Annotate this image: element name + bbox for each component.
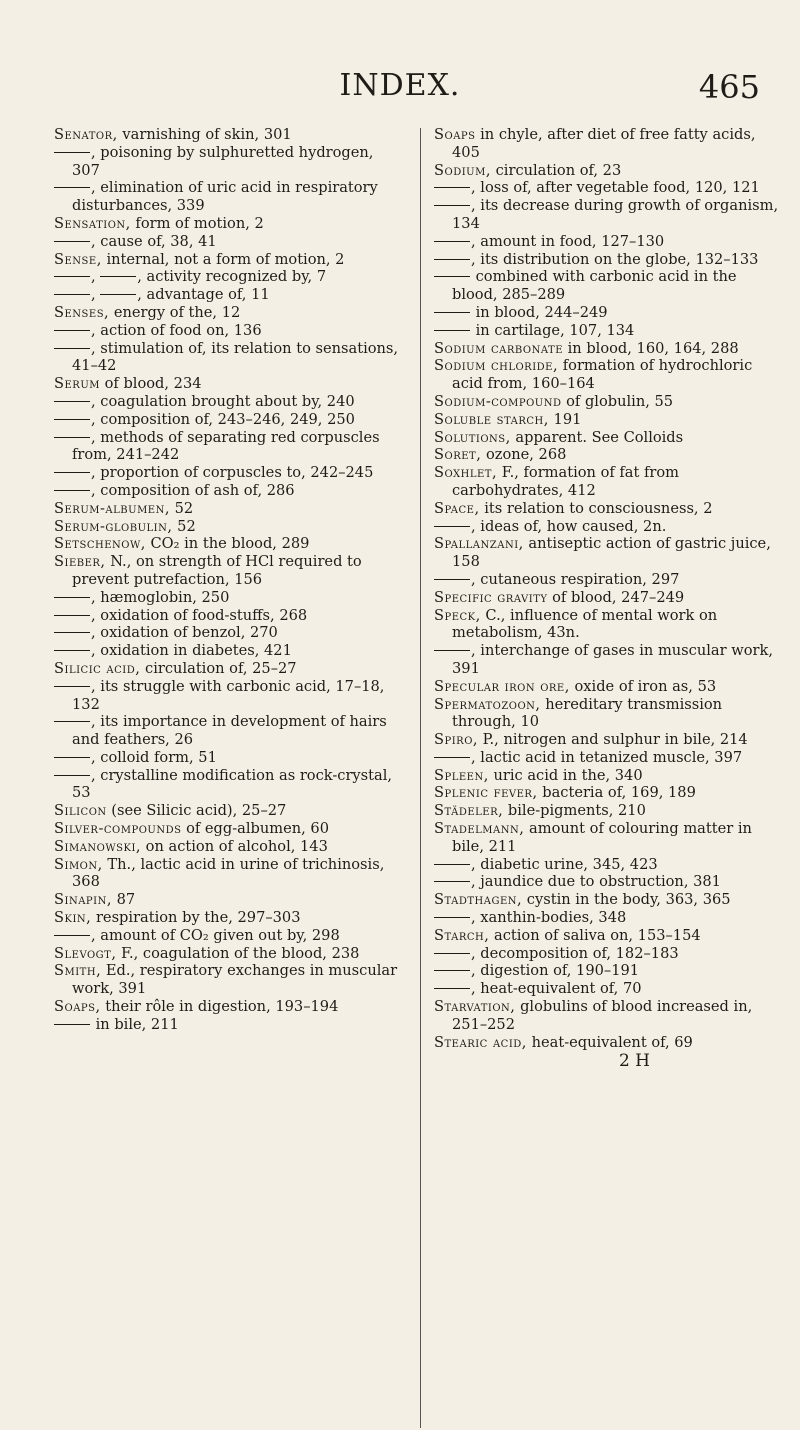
right-column — [434, 126, 780, 1071]
ditto-dash — [434, 205, 470, 206]
ditto-dash — [54, 1024, 90, 1025]
entry-text: N., on strength of HCl required to prevent putrefaction, 156 — [72, 553, 362, 588]
index-entry — [54, 304, 404, 322]
entry-text: respiration by the, 297–303 — [91, 909, 301, 927]
entry-heading: Soaps — [434, 126, 476, 143]
ditto-dash — [54, 294, 90, 295]
index-entry — [434, 678, 780, 696]
entry-heading: Simon, — [54, 855, 103, 873]
index-entry — [434, 251, 780, 269]
entry-heading: Silicon — [54, 802, 107, 820]
index-entry — [54, 375, 404, 393]
ditto-dash — [434, 526, 470, 527]
entry-heading: Stearic acid, — [434, 1033, 527, 1051]
entry-text: , its distribution on the globe, 132–133 — [471, 250, 759, 268]
signature-mark: 2 H — [618, 1051, 650, 1072]
entry-heading: Sodium-compound — [434, 392, 562, 410]
index-entry — [54, 179, 404, 215]
entry-text: 87 — [112, 891, 136, 909]
index-entry — [54, 411, 404, 429]
ditto-dash — [54, 152, 90, 153]
page-header — [0, 68, 800, 108]
entry-text: F., coagulation of the blood, 238 — [116, 944, 360, 962]
entry-heading: Specific gravity — [434, 588, 548, 606]
entry-text: of blood, 234 — [100, 375, 202, 393]
index-entry — [54, 624, 404, 642]
entry-heading: Silicic acid, — [54, 659, 141, 677]
ditto-dash — [54, 401, 90, 402]
index-entry — [434, 820, 780, 856]
entry-text: formation of hydrochloric acid from, 160–164 — [452, 357, 753, 393]
ditto-dash — [54, 597, 90, 598]
index-entry — [434, 784, 780, 802]
ditto-dash — [434, 970, 470, 971]
entry-heading: Smith, — [54, 962, 102, 980]
entry-text: , xanthin-bodies, 348 — [471, 909, 627, 927]
index-entry — [54, 909, 404, 927]
index-entry — [434, 980, 780, 998]
ditto-dash — [434, 953, 470, 954]
entry-text: circulation of, 25–27 — [140, 659, 297, 677]
entry-text: , amount in food, 127–130 — [471, 232, 665, 250]
entry-text: , amount of CO₂ given out by, 298 — [91, 926, 340, 944]
ditto-dash — [54, 632, 90, 633]
page-number: 465 — [698, 68, 760, 106]
entry-text: , decomposition of, 182–183 — [471, 944, 679, 962]
index-entry — [54, 927, 404, 945]
index-entry — [54, 767, 404, 803]
entry-text: antiseptic action of gastric juice, 158 — [452, 535, 771, 571]
ditto-dash — [54, 650, 90, 651]
entry-text: , action of food on, 136 — [91, 321, 262, 339]
index-entry — [434, 1034, 780, 1052]
ditto-dash — [434, 241, 470, 242]
index-entry — [434, 464, 780, 500]
index-entry — [434, 322, 780, 340]
page-title: INDEX. — [339, 68, 461, 103]
ditto-dash — [434, 881, 470, 882]
entry-text: 52 — [170, 499, 194, 517]
index-entry — [54, 482, 404, 500]
index-entry — [54, 429, 404, 465]
index-entry — [54, 340, 404, 376]
ditto-dash — [54, 935, 90, 936]
ditto-dash — [54, 490, 90, 491]
entry-text: , loss of, after vegetable food, 120, 121 — [471, 179, 760, 197]
entry-text: , cutaneous respiration, 297 — [471, 570, 680, 588]
index-entry — [434, 571, 780, 589]
index-entry — [54, 713, 404, 749]
entry-text: on action of alcohol, 143 — [141, 837, 328, 855]
index-entry — [434, 500, 780, 518]
ditto-dash — [54, 348, 90, 349]
index-entry — [434, 891, 780, 909]
index-entry — [54, 962, 404, 998]
entry-text: , composition of ash of, 286 — [91, 481, 295, 499]
entry-heading: Serum — [54, 375, 100, 393]
index-entry — [434, 589, 780, 607]
entry-text: in cartilage, 107, 134 — [471, 321, 635, 339]
index-entry — [434, 304, 780, 322]
entry-text: , its decrease during growth of organism, 134 — [452, 197, 779, 232]
index-entry — [54, 820, 404, 838]
ditto-dash — [54, 757, 90, 758]
index-entry — [54, 678, 404, 714]
index-entry — [434, 429, 780, 447]
index-entry — [54, 144, 404, 180]
entry-text: , jaundice due to obstruction, 381 — [471, 873, 721, 891]
entry-text: apparent. See Colloids — [510, 428, 684, 446]
entry-text: , activity recognized by, 7 — [137, 268, 327, 286]
ditto-dash — [434, 330, 470, 331]
entry-text: of blood, 247–249 — [547, 588, 685, 606]
left-column — [54, 126, 404, 1034]
entry-text: combined with carbonic acid in the blood, 285–289 — [452, 268, 737, 304]
entry-text: bile-pigments, 210 — [503, 802, 646, 820]
ditto-dash — [434, 312, 470, 313]
index-entry — [54, 891, 404, 909]
index-entry — [54, 322, 404, 340]
entry-text: , oxidation of food-stuffs, 268 — [91, 606, 308, 624]
ditto-dash — [54, 472, 90, 473]
entry-text: , oxidation in diabetes, 421 — [91, 642, 292, 660]
entry-text: in bile, 211 — [91, 1015, 179, 1033]
entry-heading: Spiro, — [434, 731, 479, 749]
entry-heading: Senses, — [54, 303, 110, 321]
index-entry — [54, 998, 404, 1016]
entry-text: Th., lactic acid in urine of trichinosis, 368 — [72, 855, 385, 891]
entry-heading: Speck, — [434, 606, 481, 624]
index-entry — [434, 927, 780, 945]
index-entry — [434, 802, 780, 820]
index-entry — [54, 607, 404, 625]
ditto-dash — [54, 419, 90, 420]
entry-text: in blood, 160, 164, 288 — [563, 339, 739, 357]
index-entry — [54, 856, 404, 892]
entry-heading: Stadthagen, — [434, 891, 523, 909]
entry-heading: Sensation, — [54, 214, 131, 232]
entry-text: , diabetic urine, 345, 423 — [471, 855, 658, 873]
index-entry — [434, 962, 780, 980]
entry-text: , heat-equivalent of, 70 — [471, 980, 642, 998]
index-entry — [434, 411, 780, 429]
entry-text: cystin in the body, 363, 365 — [522, 891, 731, 909]
entry-text: energy of the, 12 — [109, 303, 241, 321]
index-entry — [434, 945, 780, 963]
index-entry — [434, 197, 780, 233]
index-entry — [54, 589, 404, 607]
entry-text: amount of colouring matter in bile, 211 — [452, 820, 752, 855]
index-entry — [434, 731, 780, 749]
index-entry — [54, 642, 404, 660]
entry-heading: Sinapin, — [54, 891, 112, 909]
ditto-dash — [54, 187, 90, 188]
ditto-dash — [434, 650, 470, 651]
entry-text: , crystalline modification as rock-crystal, 53 — [72, 766, 393, 802]
index-entry — [434, 909, 780, 927]
index-entry — [54, 518, 404, 536]
entry-text: bacteria of, 169, 189 — [537, 784, 696, 802]
index-entry — [434, 642, 780, 678]
index-entry — [434, 749, 780, 767]
ditto-dash — [434, 864, 470, 865]
entry-text: circulation of, 23 — [490, 161, 622, 179]
entry-text: , cause of, 38, 41 — [91, 232, 217, 250]
index-entry — [434, 998, 780, 1034]
entry-text: of egg-albumen, 60 — [181, 820, 330, 838]
index-entry — [434, 162, 780, 180]
entry-text: form of motion, 2 — [130, 214, 264, 232]
index-entry — [434, 233, 780, 251]
index-entry — [434, 340, 780, 358]
index-entry — [434, 393, 780, 411]
entry-text: , interchange of gases in muscular work, 391 — [452, 642, 773, 677]
entry-heading: Soxhlet, — [434, 464, 498, 482]
index-entry — [54, 749, 404, 767]
index-entry — [54, 393, 404, 411]
index-entry — [434, 126, 780, 162]
entry-text: , oxidation of benzol, 270 — [91, 624, 278, 642]
entry-text: C., influence of mental work on metabolism, 43n. — [452, 606, 718, 642]
ditto-dash — [54, 276, 90, 277]
index-entry: , , advantage of, 11 — [54, 286, 404, 304]
entry-heading: Sense, — [54, 250, 102, 268]
entry-text: in blood, 244–249 — [471, 303, 608, 321]
entry-text: , advantage of, 11 — [137, 286, 270, 304]
index-entry — [54, 215, 404, 233]
ditto-dash — [434, 187, 470, 188]
entry-heading: Sodium, — [434, 161, 491, 179]
entry-heading: Sieber, — [54, 553, 106, 571]
entry-text: , poisoning by sulphuretted hydrogen, 307 — [72, 143, 374, 179]
entry-heading: Splenic fever, — [434, 784, 538, 802]
column-divider — [420, 128, 421, 1428]
entry-heading: Slevogt, — [54, 944, 117, 962]
index-entry — [54, 251, 404, 269]
index-entry — [54, 1016, 404, 1034]
ditto-dash — [434, 917, 470, 918]
entry-text: , proportion of corpuscles to, 242–245 — [91, 464, 374, 482]
ditto-dash — [54, 437, 90, 438]
index-entry — [54, 535, 404, 553]
ditto-dash — [434, 276, 470, 277]
entry-text: , methods of separating red corpuscles from, 241–242 — [72, 428, 380, 464]
index-entry — [434, 856, 780, 874]
ditto-dash — [54, 686, 90, 687]
entry-text: varnishing of skin, 301 — [117, 126, 292, 143]
index-entry — [54, 126, 404, 144]
index-entry — [434, 179, 780, 197]
index-entry — [434, 767, 780, 785]
ditto-dash — [434, 988, 470, 989]
index-entry — [434, 357, 780, 393]
index-entry: , , activity recognized by, 7 — [54, 268, 404, 286]
entry-text: 52 — [172, 517, 196, 535]
entry-heading: Städeler, — [434, 802, 504, 820]
entry-text: ozone, 268 — [481, 446, 567, 464]
index-entry — [54, 233, 404, 251]
entry-heading: Soaps, — [54, 998, 101, 1016]
entry-heading: Starvation, — [434, 998, 516, 1016]
entry-text: their rôle in digestion, 193–194 — [100, 998, 339, 1016]
entry-text: F., formation of fat from carbohydrates, 412 — [452, 464, 680, 499]
entry-heading: Solutions, — [434, 428, 511, 446]
ditto-dash — [54, 775, 90, 776]
entry-text: P., nitrogen and sulphur in bile, 214 — [478, 731, 748, 749]
ditto-dash — [100, 294, 136, 295]
ditto-dash — [100, 276, 136, 277]
entry-text: , colloid form, 51 — [91, 748, 217, 766]
entry-text: CO₂ in the blood, 289 — [145, 535, 310, 553]
entry-text: Ed., respiratory exchanges in muscular work, 391 — [72, 962, 398, 998]
entry-text: uric acid in the, 340 — [488, 766, 643, 784]
entry-text: , lactic acid in tetanized muscle, 397 — [471, 748, 743, 766]
index-entry — [54, 838, 404, 856]
entry-heading: Setschenow, — [54, 535, 146, 553]
entry-text: (see Silicic acid), 25–27 — [106, 802, 287, 820]
ditto-dash — [434, 579, 470, 580]
index-entry — [434, 268, 780, 304]
index-entry — [434, 535, 780, 571]
entry-heading: Soluble starch, — [434, 410, 549, 428]
entry-text: , its importance in development of hairs and feathers, 26 — [72, 713, 387, 749]
entry-text: , hæmoglobin, 250 — [91, 588, 230, 606]
entry-text: hereditary transmission through, 10 — [452, 695, 723, 731]
entry-text: 191 — [548, 410, 582, 428]
entry-heading: Spallanzani, — [434, 535, 524, 553]
ditto-dash — [54, 330, 90, 331]
entry-heading: Serum-albumen, — [54, 499, 170, 517]
index-entry — [54, 500, 404, 518]
ditto-dash — [54, 241, 90, 242]
entry-text: , elimination of uric acid in respiratory disturbances, 339 — [72, 179, 378, 215]
entry-heading: Stadelmann, — [434, 820, 525, 838]
entry-heading: Starch, — [434, 926, 490, 944]
entry-text: globulins of blood increased in, 251–252 — [452, 998, 753, 1033]
entry-heading: Specular iron ore, — [434, 677, 570, 695]
entry-heading: Simanowski, — [54, 837, 142, 855]
entry-text: , its struggle with carbonic acid, 17–18, 132 — [72, 677, 385, 713]
entry-heading: Sodium chloride, — [434, 357, 559, 375]
entry-heading: Senator, — [54, 126, 118, 143]
ditto-dash — [434, 757, 470, 758]
index-entry — [434, 873, 780, 891]
index-entry — [434, 607, 780, 643]
index-entry — [54, 553, 404, 589]
entry-heading: Soret, — [434, 446, 482, 464]
index-entry — [54, 464, 404, 482]
index-entry — [54, 660, 404, 678]
entry-text: its relation to consciousness, 2 — [479, 499, 713, 517]
entry-heading: Spleen, — [434, 766, 489, 784]
index-entry — [54, 945, 404, 963]
entry-text: action of saliva on, 153–154 — [489, 926, 701, 944]
index-entry — [434, 518, 780, 536]
index-entry — [434, 446, 780, 464]
ditto-dash — [54, 721, 90, 722]
entry-text: internal, not a form of motion, 2 — [101, 250, 345, 268]
entry-text: in chyle, after diet of free fatty acids, 405 — [452, 126, 756, 161]
entry-heading: Silver-compounds — [54, 820, 182, 838]
entry-text: , coagulation brought about by, 240 — [91, 392, 355, 410]
entry-text: , composition of, 243–246, 249, 250 — [91, 410, 355, 428]
entry-text: , ideas of, how caused, 2n. — [471, 517, 667, 535]
index-entry — [54, 802, 404, 820]
ditto-dash — [54, 615, 90, 616]
entry-text: heat-equivalent of, 69 — [526, 1033, 693, 1051]
ditto-dash — [434, 259, 470, 260]
entry-heading: Skin, — [54, 909, 92, 927]
entry-text: oxide of iron as, 53 — [569, 677, 717, 695]
entry-text: , stimulation of, its relation to sensations, 41–42 — [72, 339, 399, 375]
entry-heading: Space, — [434, 499, 480, 517]
index-entry — [434, 696, 780, 732]
entry-text: of globulin, 55 — [561, 392, 674, 410]
entry-heading: Spermatozoon, — [434, 695, 541, 713]
entry-heading: Serum-globulin, — [54, 517, 173, 535]
entry-text: , digestion of, 190–191 — [471, 962, 640, 980]
entry-heading: Sodium carbonate — [434, 339, 563, 357]
